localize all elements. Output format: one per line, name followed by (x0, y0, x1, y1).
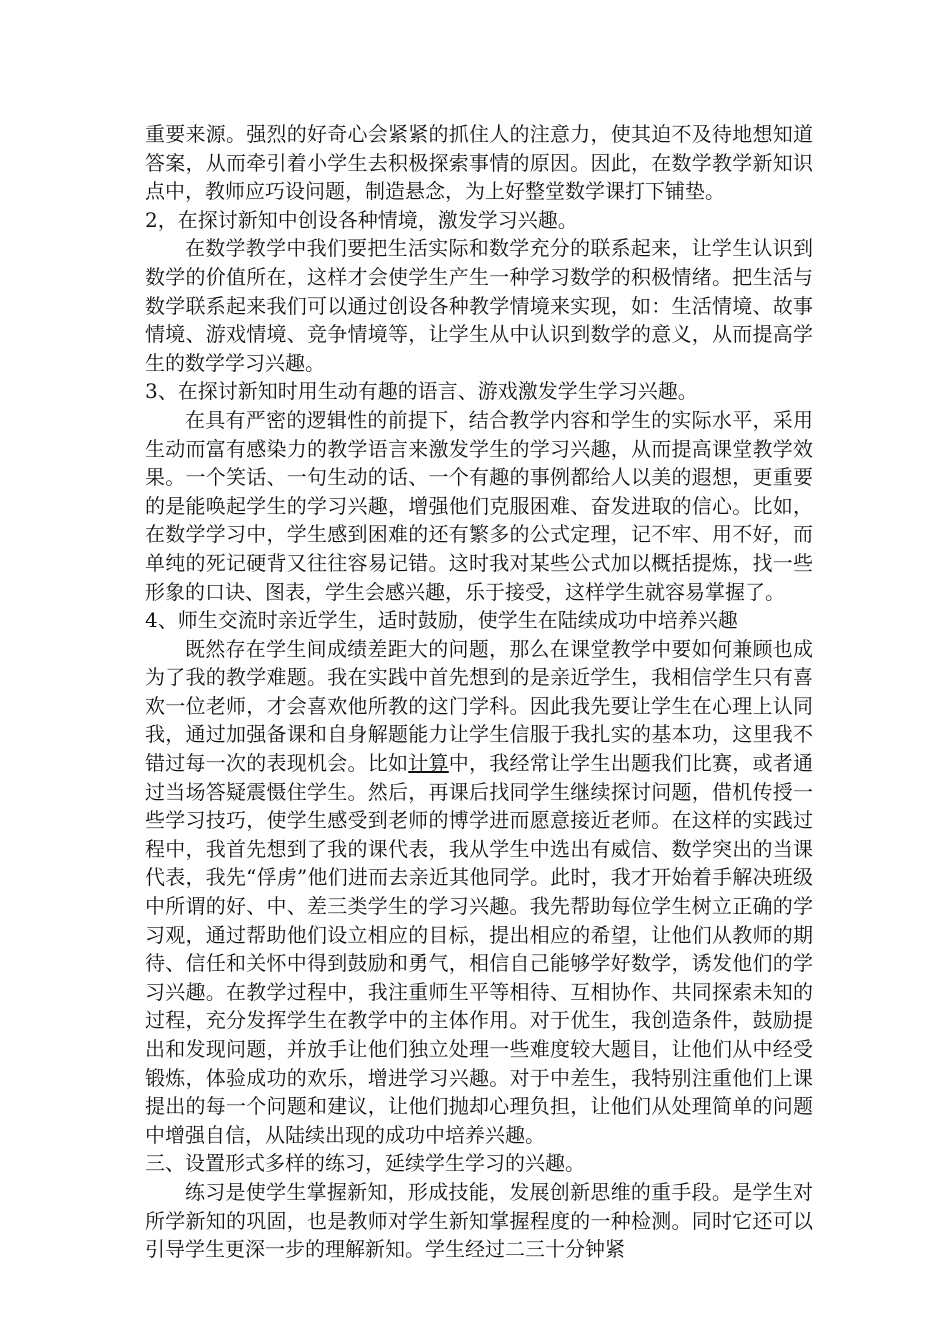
paragraph-life-context: 在数学教学中我们要把生活实际和数学充分的联系起来，让学生认识到数学的价值所在，这样才会使学生产生一种学习数学的积极情绪。把生活与数学联系起来我们可以通过创设各种教学情境来实现，如：生活情境、故事情境、游戏情境、竞争情境等，让学生从中认识到数学的意义，从而提高学生的数学学习兴趣。 (145, 236, 813, 375)
document-body (145, 120, 813, 1264)
heading-2: 2，在探讨新知中创设各种情境，激发学习兴趣。 (145, 207, 578, 232)
heading-section-3: 三、设置形式多样的练习，延续学生学习的兴趣。 (145, 1151, 585, 1176)
paragraph-practice: 练习是使学生掌握新知，形成技能，发展创新思维的重手段。是学生对所学新知的巩固，也是教师对学生新知掌握程度的一种检测。同时它还可以引导学生更深一步的理解新知。学生经过二三十分钟紧 (145, 1179, 813, 1262)
paragraph-text-after-link: 中，我经常让学生出题我们比赛，或者通过当场答疑震慑住学生。然后，再课后找同学生继续探讨问题，借机传授一些学习技巧，使学生感受到老师的博学进而愿意接近老师。在这样的实践过程中，我首先想到了我的课代表，我从学生中选出有威信、数学突出的当课代表，我先“俘虏”他们进而去亲近其他同学。此时，我才开始着手解决班级中所谓的好、中、差三类学生的学习兴趣。我先帮助每位学生树立正确的学习观，通过帮助他们设立相应的目标，提出相应的希望，让他们从教师的期待、信任和关怀中得到鼓励和勇气，相信自己能够学好数学，诱发他们的学习兴趣。在教学过程中，我注重师生平等相待、互相协作、共同探索未知的过程，充分发挥学生在教学中的主体作用。对于优生，我创造条件，鼓励提出和发现问题，并放手让他们独立处理一些难度较大题目，让他们从中经受锻炼，体验成功的欢乐，增进学习兴趣。对于中差生，我特别注重他们上课提出的每一个问题和建议，让他们抛却心理负担，让他们从处理简单的问题中增强自信，从陆续出现的成功中培养兴趣。 (145, 751, 813, 1147)
heading-4: 4、师生交流时亲近学生，适时鼓励，使学生在陆续成功中培养兴趣 (145, 608, 738, 633)
paragraph-continuation: 重要来源。强烈的好奇心会紧紧的抓住人的注意力，使其迫不及待地想知道答案，从而牵引着小学生去积极探索事情的原因。因此，在数学教学新知识点中，教师应巧设问题，制造悬念，为上好整堂数学课打下铺垫。 (145, 122, 813, 204)
paragraph-text-before-link: 既然存在学生间成绩差距大的问题，那么在课堂教学中要如何兼顾也成为了我的教学难题。我在实践中首先想到的是亲近学生，我相信学生只有喜欢一位老师，才会喜欢他所教的这门学科。因此我先要让学生在心理上认同我，通过加强备课和自身解题能力让学生信服于我扎实的基本功，这里我不错过每一次的表现机会。比如 (145, 636, 813, 776)
heading-3: 3、在探讨新知时用生动有趣的语言、游戏激发学生学习兴趣。 (145, 379, 698, 404)
paragraph-language: 在具有严密的逻辑性的前提下，结合教学内容和学生的实际水平，采用生动而富有感染力的教学语言来激发学生的学习兴趣，从而提高课堂教学效果。一个笑话、一句生动的话、一个有趣的事例都给人以美的遐想，更重要的是能唤起学生的学习兴趣，增强他们克服困难、奋发进取的信心。比如，在数学学习中，学生感到困难的还有繁多的公式定理，记不牢、用不好，而单纯的死记硬背又往往容易记错。这时我对某些公式加以概括提炼，找一些形象的口诀、图表，学生会感兴趣，乐于接受，这样学生就容易掌握了。 (145, 407, 813, 604)
paragraph-teacher-student (145, 635, 813, 1150)
calculation-link[interactable]: 计算 (408, 751, 449, 776)
